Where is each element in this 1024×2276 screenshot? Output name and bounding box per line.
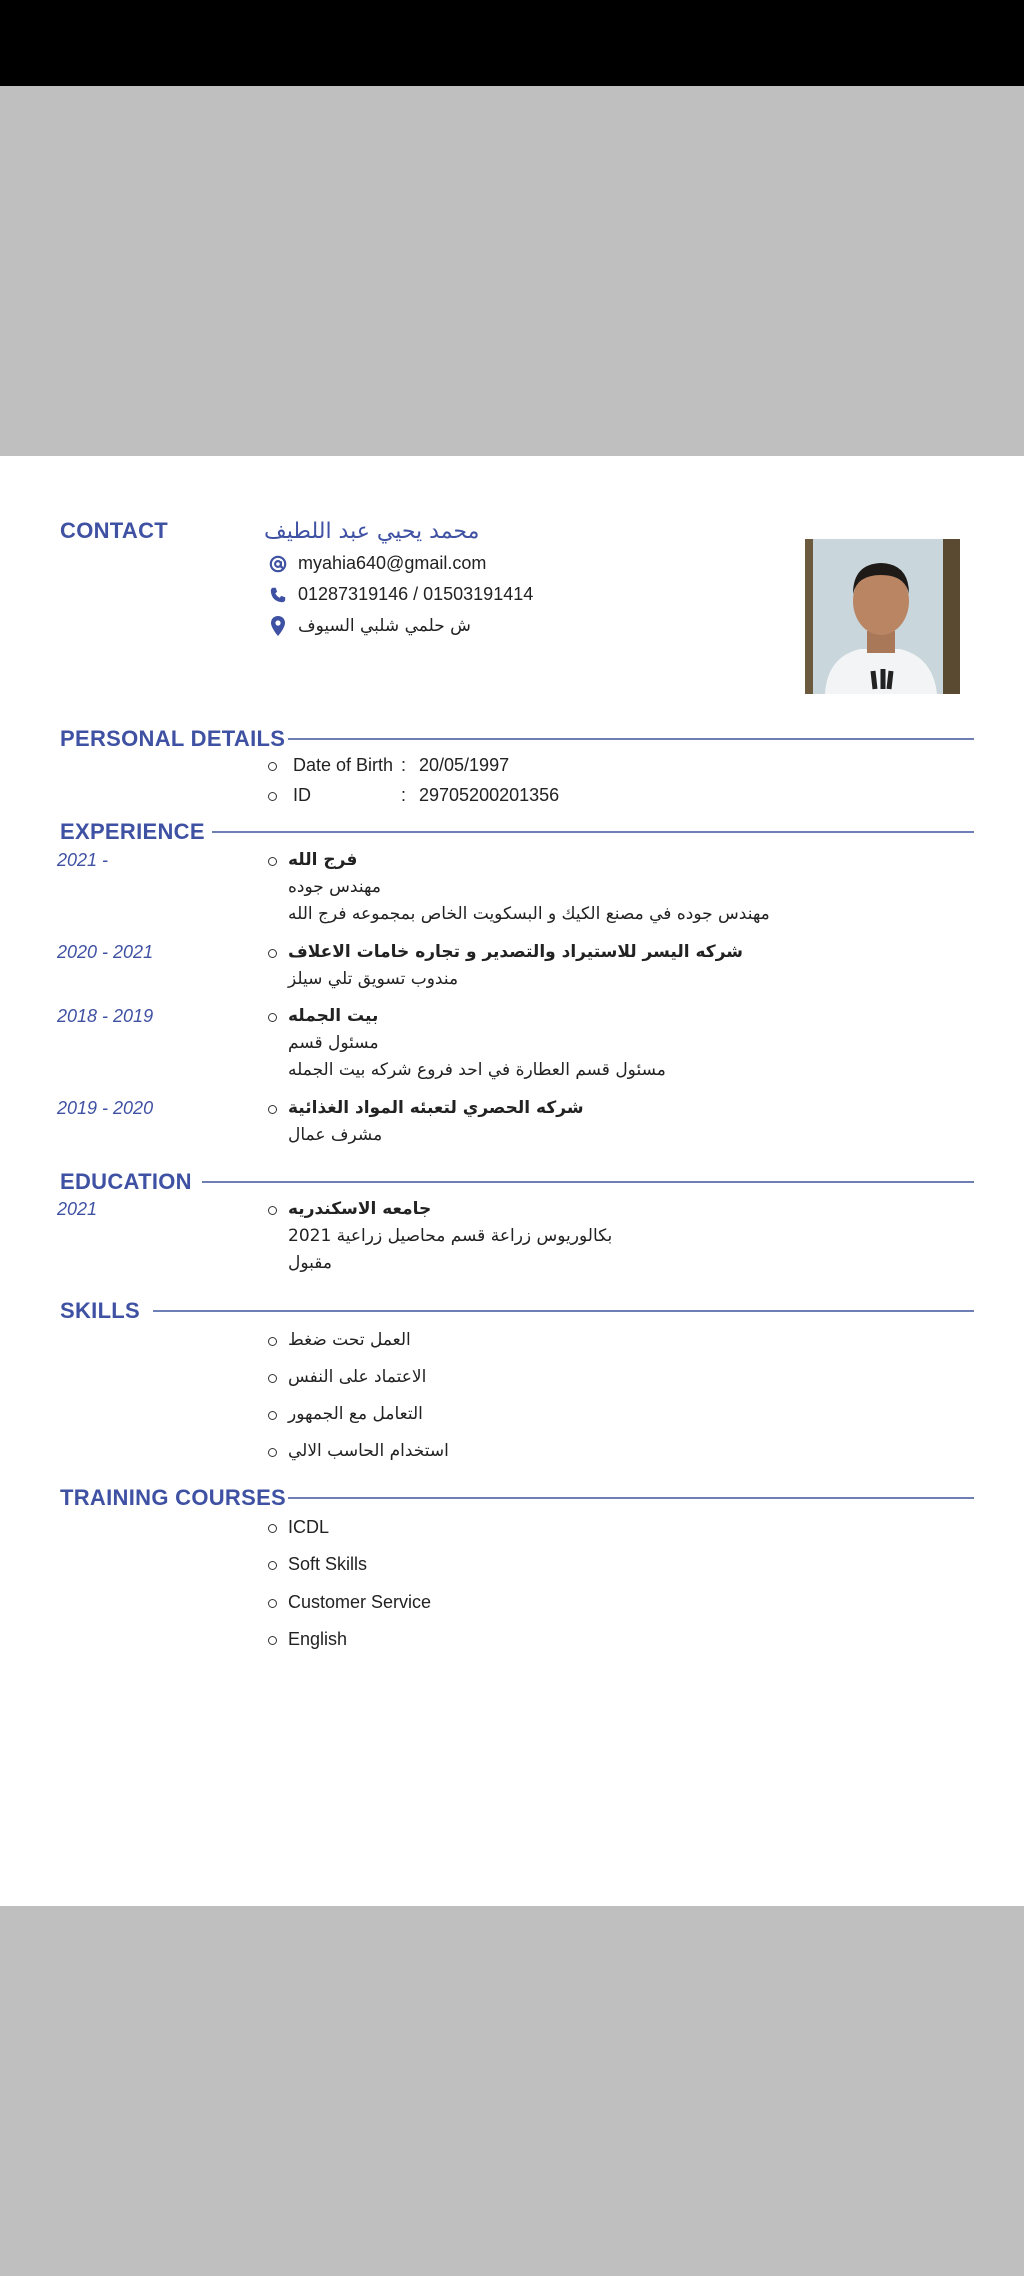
experience-company: بيت الجمله [288,1006,379,1026]
course-item: Soft Skills [288,1554,368,1574]
contact-title: CONTACT [60,518,169,543]
id-sep: : [401,785,407,805]
experience-role: مشرف عمال [288,1125,383,1145]
skill-item: استخدام الحاسب الالي [288,1441,449,1461]
bullet [268,1337,277,1346]
bullet [268,1374,277,1383]
skills-rule [153,1310,974,1312]
address-text: ش حلمي شلبي السيوف [298,616,471,636]
phone-icon [268,586,288,604]
education-school: جامعه الاسكندريه [288,1199,432,1219]
contact-email [268,553,486,574]
experience-date: 2019 - 2020 [57,1098,154,1118]
bullet [268,762,277,771]
education-title: EDUCATION [60,1169,192,1194]
phone-text: 01287319146 / 01503191414 [298,584,534,604]
experience-desc: مسئول قسم العطارة في احد فروع شركه بيت الجمله [288,1060,666,1080]
experience-company: شركه اليسر للاستيراد والتصدير و تجاره خامات الاعلاف [288,942,743,962]
id-value: 29705200201356 [419,785,560,805]
personal-details-rule [288,738,974,740]
skill-item: العمل تحت ضغط [288,1330,411,1350]
experience-company: فرج الله [288,850,358,870]
experience-role: مهندس جوده [288,877,381,897]
dob-sep: : [401,755,407,775]
bullet [268,792,277,801]
bullet [268,1524,277,1533]
experience-date: 2018 - 2019 [57,1006,154,1026]
skill-item: التعامل مع الجمهور [288,1404,423,1424]
person-name: محمد يحيي عبد اللطيف [264,519,480,544]
dob-value: 20/05/1997 [419,755,510,775]
contact-address [268,616,471,636]
experience-date: 2021 - [57,850,109,870]
education-grade: مقبول [288,1253,332,1273]
bullet [268,1105,277,1114]
skills-title: SKILLS [60,1298,141,1323]
experience-company: شركه الحصري لتعبئه المواد الغذائية [288,1098,584,1118]
bullet [268,1599,277,1608]
dob-label: Date of Birth [293,755,394,775]
experience-title: EXPERIENCE [60,819,205,844]
bullet [268,1013,277,1022]
course-item: English [288,1629,348,1649]
bullet [268,1636,277,1645]
experience-role: مسئول قسم [288,1033,379,1053]
personal-details-title: PERSONAL DETAILS [60,726,286,751]
bullet [268,1411,277,1420]
education-degree: بكالوريوس زراعة قسم محاصيل زراعية 2021 [288,1226,613,1246]
top-black-bar [0,0,1024,86]
experience-role: مندوب تسويق تلي سيلز [288,969,459,989]
skill-item: الاعتماد على النفس [288,1367,427,1387]
experience-desc: مهندس جوده في مصنع الكيك و البسكويت الخاص بمجموعه فرج الله [288,904,770,924]
email-text: myahia640@gmail.com [298,553,487,573]
bullet [268,949,277,958]
at-icon [268,555,288,573]
resume-page [0,456,1024,1906]
bullet [268,1561,277,1570]
bullet [268,857,277,866]
course-item: Customer Service [288,1592,432,1612]
training-title: TRAINING COURSES [60,1485,287,1510]
contact-phone [268,584,533,605]
experience-date: 2020 - 2021 [57,942,154,962]
bullet [268,1448,277,1457]
location-pin-icon [268,616,288,636]
profile-photo [805,539,960,694]
training-rule [288,1497,974,1499]
experience-rule [212,831,974,833]
course-item: ICDL [288,1517,330,1537]
education-rule [202,1181,974,1183]
education-date: 2021 [57,1199,98,1219]
id-label: ID [293,785,311,805]
bullet [268,1206,277,1215]
